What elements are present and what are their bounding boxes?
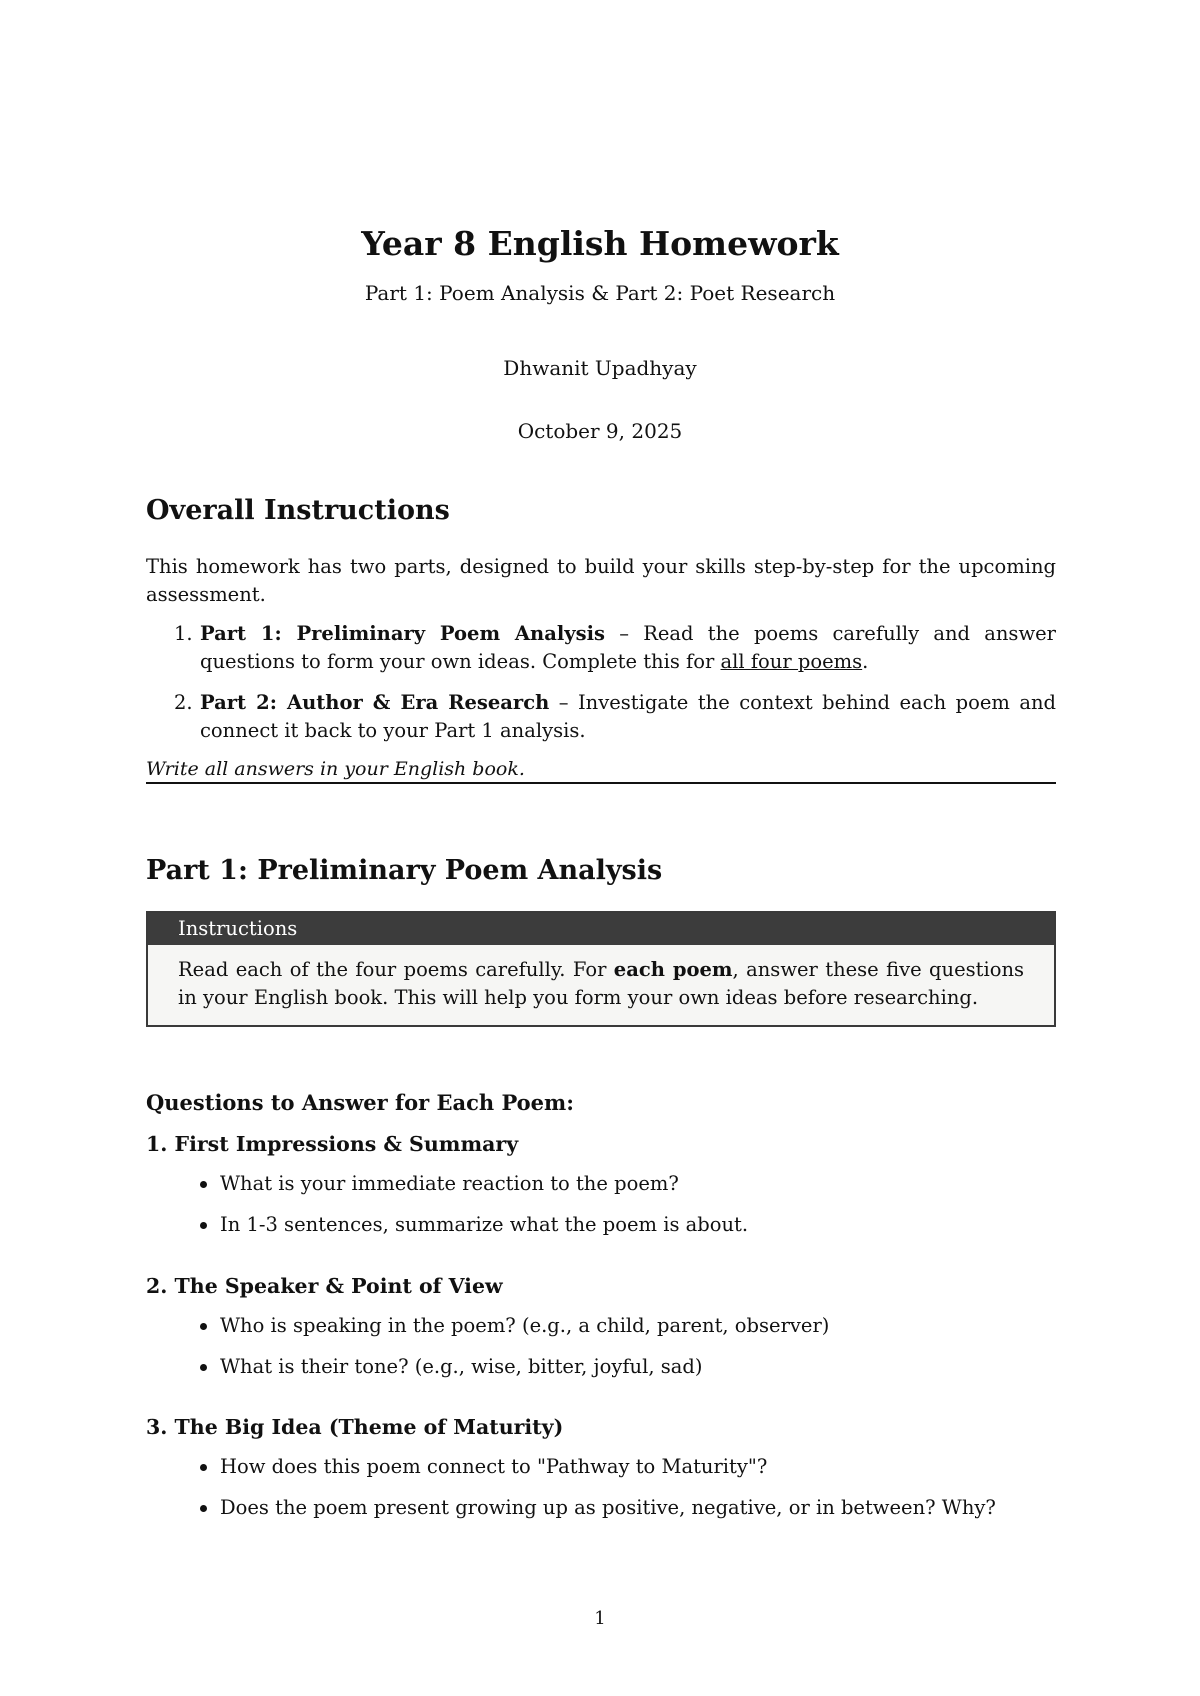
underlined-emphasis: all four poems [720,650,863,673]
box-text: Read each of the four poems carefully. For [178,958,614,981]
question-group [146,1274,1056,1394]
list-item [146,1494,1056,1521]
list-item [146,1353,1056,1380]
bullet-icon [200,1181,207,1188]
overall-list-item [146,689,1056,745]
overall-list-item [146,620,1056,676]
question-title: 2. The Speaker & Point of View [146,1274,503,1298]
item-bold-label: Part 1: Preliminary Poem Analysis [200,622,605,645]
section-divider [146,782,1056,784]
bullet-text: Does the poem present growing up as positive, negative, or in between? Why? [220,1496,996,1519]
bullet-text: What is their tone? (e.g., wise, bitter, joyful, sad) [220,1355,703,1378]
overall-intro: This homework has two parts, designed to build your skills step-by-step for the upcoming assessment. [146,555,1056,606]
item-bold-label: Part 2: Author & Era Research [200,691,550,714]
box-bold-text: each poem [613,958,733,981]
list-item [146,1312,1056,1339]
part1-heading: Part 1: Preliminary Poem Analysis [146,855,663,886]
question-bullets [146,1312,1056,1380]
overall-list [146,620,1056,758]
question-group [146,1132,1056,1252]
questions-heading: Questions to Answer for Each Poem: [146,1090,575,1115]
page-number: 1 [594,1608,606,1629]
document-author: Dhwanit Upadhyay [503,356,697,380]
bullet-icon [200,1464,207,1471]
document-title: Year 8 English Homework [361,224,839,263]
item-text: – Read the poems carefully and answer questions to form your own ideas. Complete this for [200,622,1056,673]
item-text: – Investigate the context behind each poem and connect it back to your Part 1 analysis. [200,691,1056,742]
document-subtitle: Part 1: Poem Analysis & Part 2: Poet Research [364,281,836,305]
instructions-box-body [148,945,1054,1012]
question-group [146,1415,1056,1535]
bullet-icon [200,1222,207,1229]
list-item [146,1170,1056,1197]
instructions-box-title: Instructions [148,913,1054,945]
bullet-text: How does this poem connect to "Pathway to Maturity"? [220,1455,768,1478]
document-date: October 9, 2025 [517,419,683,443]
book-note: Write all answers in your English book. [146,758,525,780]
question-bullets [146,1453,1056,1521]
list-number: 1. [174,622,193,645]
question-title: 3. The Big Idea (Theme of Maturity) [146,1415,564,1439]
question-bullets [146,1170,1056,1238]
bullet-text: Who is speaking in the poem? (e.g., a child, parent, observer) [220,1314,830,1337]
list-number: 2. [174,691,193,714]
bullet-icon [200,1364,207,1371]
bullet-text: In 1-3 sentences, summarize what the poem is about. [220,1213,749,1236]
bullet-text: What is your immediate reaction to the poem? [220,1172,679,1195]
bullet-icon [200,1323,207,1330]
bullet-icon [200,1505,207,1512]
question-title: 1. First Impressions & Summary [146,1132,519,1156]
box-text: , answer these five questions in your English book. This will help you form your own ideas before researching. [178,958,1025,1009]
list-item [146,1453,1056,1480]
overall-instructions-heading: Overall Instructions [146,495,450,526]
list-item [146,1211,1056,1238]
instructions-box [146,911,1056,1027]
item-end: . [862,650,869,673]
